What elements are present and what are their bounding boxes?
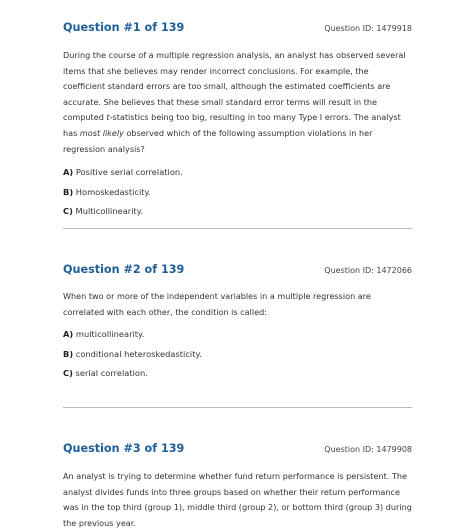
answer-option-a[interactable] [63,325,412,345]
question-title: Question #1 of 139 [63,21,185,34]
question-title: Question #2 of 139 [63,263,185,276]
answer-options [63,163,412,222]
option-text: multicollinearity. [75,329,145,340]
option-letter: C) [63,368,73,379]
answer-option-c[interactable] [63,364,412,384]
question-text: When two or more of the independent variables in a multiple regression are correlated with each other, the condition is called: [63,291,371,317]
option-text: Positive serial correlation. [75,167,183,178]
option-letter: A) [63,167,74,178]
question-2 [63,263,412,384]
option-text: conditional heteroskedasticity. [75,348,202,359]
question-1 [63,21,412,222]
question-id: Question ID: 1479908 [324,445,412,454]
option-text: serial correlation. [75,368,148,379]
option-letter: A) [63,329,74,340]
question-divider [63,407,412,408]
question-3 [63,442,412,531]
option-letter: C) [63,206,73,217]
question-id: Question ID: 1479918 [324,24,412,33]
question-text: During the course of a multiple regression analysis, an analyst has observed several items that she believes may render incorrect conclusions. For example, the coefficient standard errors are too small, although the estimated coefficients are accurate. She believes that these small standard error terms will result in the computed t-statistics being too big, resulting in too many Type I errors. The analyst has most likely observed which of the following assumption violations in her regression analysis? [63,50,406,154]
option-letter: B) [63,348,74,359]
question-id: Question ID: 1472066 [324,266,412,275]
option-text: Multicollinearity. [75,206,144,217]
answer-option-a[interactable] [63,163,412,183]
question-header [63,263,412,283]
question-title: Question #3 of 139 [63,442,185,455]
question-text: An analyst is trying to determine whether fund return performance is persistent. The analyst divides funds into three groups based on whether their return performance was in the top third (group 1), middle third (group 2), or bottom third (group 3) during the previous year. [63,471,412,528]
option-text: Homoskedasticity. [75,186,151,197]
question-header [63,442,412,462]
question-divider [63,228,412,229]
question-header [63,21,412,41]
answer-option-c[interactable] [63,202,412,222]
answer-option-b[interactable] [63,183,412,203]
answer-option-b[interactable] [63,345,412,365]
answer-options [63,325,412,384]
option-letter: B) [63,186,74,197]
